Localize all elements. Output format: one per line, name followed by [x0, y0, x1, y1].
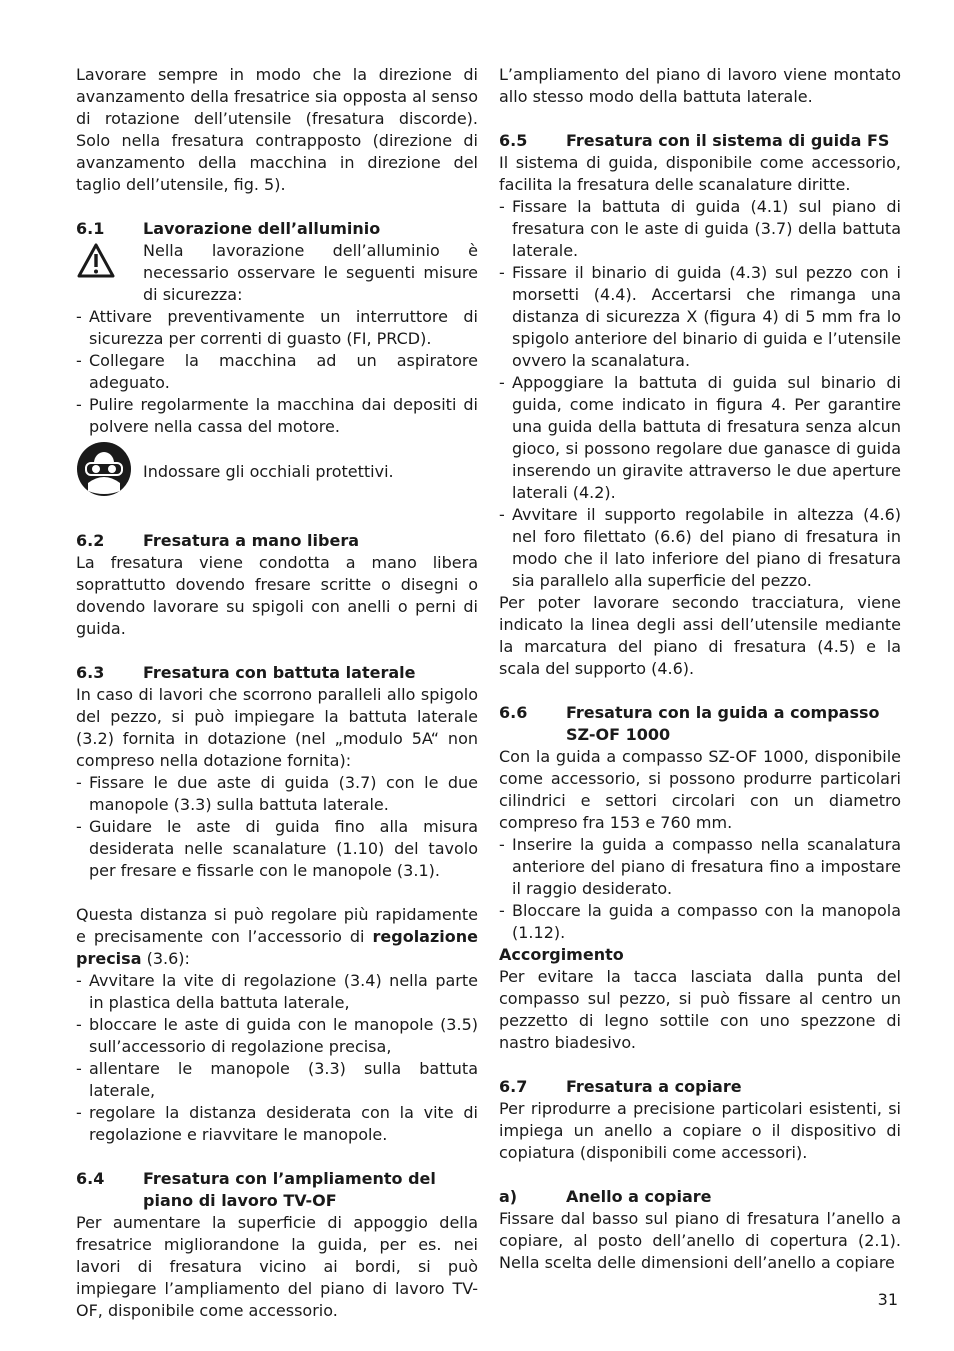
fine-adjust-accessory: regolazione precisa [76, 927, 478, 968]
section-title: Fresatura con il sistema di guida FS [566, 131, 890, 150]
list-item: - Fissare le due aste di guida (3.7) con le due manopole (3.3) sulla battuta laterale. [76, 772, 478, 816]
safety-measures-list [76, 306, 478, 438]
fine-adjust-ref: (3.6): [141, 949, 190, 968]
section-number: 6.2 [76, 531, 105, 550]
goggles-notice [76, 442, 478, 502]
section-6-5-heading [499, 130, 901, 152]
list-item: - Bloccare la guida a compasso con la manopola (1.12). [499, 900, 901, 944]
list-item: - Inserire la guida a compasso nella scanalatura anteriore del piano di fresatura fino a impostare il raggio desiderato. [499, 834, 901, 900]
section-6-7-heading [499, 1076, 901, 1098]
subsection-title: Anello a copiare [566, 1187, 712, 1206]
section-title: Lavorazione dell’alluminio [143, 219, 381, 238]
section-6-4-text: Per aumentare la superficie di appoggio della fresatrice migliorandone la guida, per es. nei lavori di fresatura vicino ai bordi, si può impiegare l’ampliamento del piano di lavoro TV-OF, disponibile come accessorio. [76, 1213, 478, 1320]
intro-paragraph: Lavorare sempre in modo che la direzione di avanzamento della fresatrice sia opposta al senso di rotazione dell’utensile (fresatura discorde). Solo nella fresatura contrapposto (direzione di avanzamento della macchina in direzione del taglio dell’utensile, fig. 5). [76, 65, 478, 194]
section-6-6-heading [499, 702, 901, 746]
list-item: - Avvitare la vite di regolazione (3.4) nella parte in plastica della battuta laterale, [76, 970, 478, 1014]
side-fence-steps-list [76, 772, 478, 882]
section-6-5-text: Il sistema di guida, disponibile come accessorio, facilita la fresatura delle scanalature diritte. [499, 153, 901, 194]
section-6-7-text: Per riprodurre a precisione particolari esistenti, si impiega un anello a copiare o il dispositivo di copiatura (disponibili come accessori). [499, 1099, 901, 1162]
fine-adjust-paragraph [76, 904, 478, 970]
section-6-2-heading [76, 530, 478, 552]
list-item: - Attivare preventivamente un interruttore di sicurezza per correnti di guasto (FI, PRCD). [76, 306, 478, 350]
tip-heading: Accorgimento [499, 945, 624, 964]
continuation-paragraph: L’ampliamento del piano di lavoro viene montato allo stesso modo della battuta laterale. [499, 65, 901, 106]
safety-goggles-icon [76, 441, 143, 503]
section-6-1-heading [76, 218, 478, 240]
section-6-4-heading [76, 1168, 478, 1212]
list-item: - Collegare la macchina ad un aspiratore adeguato. [76, 350, 478, 394]
section-number: 6.7 [499, 1077, 528, 1096]
list-item: - bloccare le aste di guida con le manopole (3.5) sull’accessorio di regolazione precisa, [76, 1014, 478, 1058]
section-6-6-text: Con la guida a compasso SZ-OF 1000, disponibile come accessorio, si possono produrre particolari cilindrici e settori circolari con un diametro compreso fra 153 e 760 mm. [499, 747, 901, 832]
list-item: - allentare le manopole (3.3) sulla battuta laterale, [76, 1058, 478, 1102]
section-title: Fresatura con battuta laterale [143, 663, 416, 682]
subsection-a-heading [499, 1186, 901, 1208]
fine-adjust-steps-list [76, 970, 478, 1146]
list-item: - Avvitare il supporto regolabile in altezza (4.6) nel foro filettato (6.6) del piano di fresatura in modo che il lato inferiore del piano di fresatura sia parallelo alla superficie del pezzo. [499, 504, 901, 592]
section-title: Fresatura con l’ampliamento del piano di lavoro TV-OF [143, 1169, 436, 1210]
section-title: Fresatura a mano libera [143, 531, 360, 550]
section-number: 6.5 [499, 131, 528, 150]
tip-text: Per evitare la tacca lasciata dalla punta del compasso sul pezzo, si può fissare al centro un pezzetto di legno sottile con uno spezzone di nastro biadesivo. [499, 967, 901, 1052]
section-number: 6.4 [76, 1169, 105, 1188]
goggles-text: Indossare gli occhiali protettivi. [143, 462, 394, 481]
list-item: - regolare la distanza desiderata con la vite di regolazione e riavvitare le manopole. [76, 1102, 478, 1146]
section-number: 6.6 [499, 703, 528, 722]
right-column [499, 64, 901, 1274]
section-6-2-text: La fresatura viene condotta a mano libera soprattutto dovendo fresare scritte o disegni o dovendo lavorare su spigoli con anelli o perni di guida. [76, 553, 478, 638]
fine-adjust-text: Questa distanza si può regolare più rapidamente e precisamente con l’accessorio di [76, 905, 478, 946]
section-6-3-heading [76, 662, 478, 684]
section-6-3-text: In caso di lavori che scorrono paralleli allo spigolo del pezzo, si può impiegare la battuta laterale (3.2) fornita in dotazione (nel „modulo 5A“ non compreso nella dotazione fornita): [76, 685, 478, 770]
list-item: - Guidare le aste di guida fino alla misura desiderata nelle scanalature (1.10) del tavolo per fresare e fissarle con le manopole (3.1). [76, 816, 478, 882]
warning-text: Nella lavorazione dell’alluminio è necessario osservare le seguenti misure di sicurezza: [143, 241, 478, 304]
compass-steps-list [499, 834, 901, 944]
subsection-number: a) [499, 1187, 518, 1206]
list-item: - Appoggiare la battuta di guida sul binario di guida, come indicato in figura 4. Per garantire una guida della battuta di fresatura senza alcun gioco, si possono regolare due ganasce di guida inserendo un giravite attraverso le due aperture laterali (4.2). [499, 372, 901, 504]
subsection-a-text: Fissare dal basso sul piano di fresatura l’anello a copiare, al posto dell’anello di copertura (2.1). Nella scelta delle dimensioni dell’anello a copiare [499, 1209, 901, 1272]
aluminium-warning [76, 240, 478, 306]
section-number: 6.1 [76, 219, 105, 238]
list-item: - Fissare il binario di guida (4.3) sul pezzo con i morsetti (4.4). Accertarsi che rimanga una distanza di sicurezza X (figura 4) di 5 mm fra lo spigolo anteriore del binario di guida e l’utensile ovvero la scanalatura. [499, 262, 901, 372]
page-number: 31 [877, 1290, 898, 1309]
guide-system-steps-list [499, 196, 901, 592]
list-item: - Pulire regolarmente la macchina dai depositi di polvere nella cassa del motore. [76, 394, 478, 438]
section-6-5-after: Per poter lavorare secondo tracciatura, viene indicato la linea degli assi dell’utensile mediante la marcatura del piano di fresatura (4.5) e la scala del supporto (4.6). [499, 593, 901, 678]
warning-triangle-icon [76, 240, 143, 306]
section-title: Fresatura a copiare [566, 1077, 742, 1096]
list-item: - Fissare la battuta di guida (4.1) sul piano di fresatura con le aste di guida (3.7) della battuta laterale. [499, 196, 901, 262]
section-number: 6.3 [76, 663, 105, 682]
left-column [76, 64, 478, 1322]
section-title: Fresatura con la guida a compasso SZ-OF 1000 [566, 703, 880, 744]
